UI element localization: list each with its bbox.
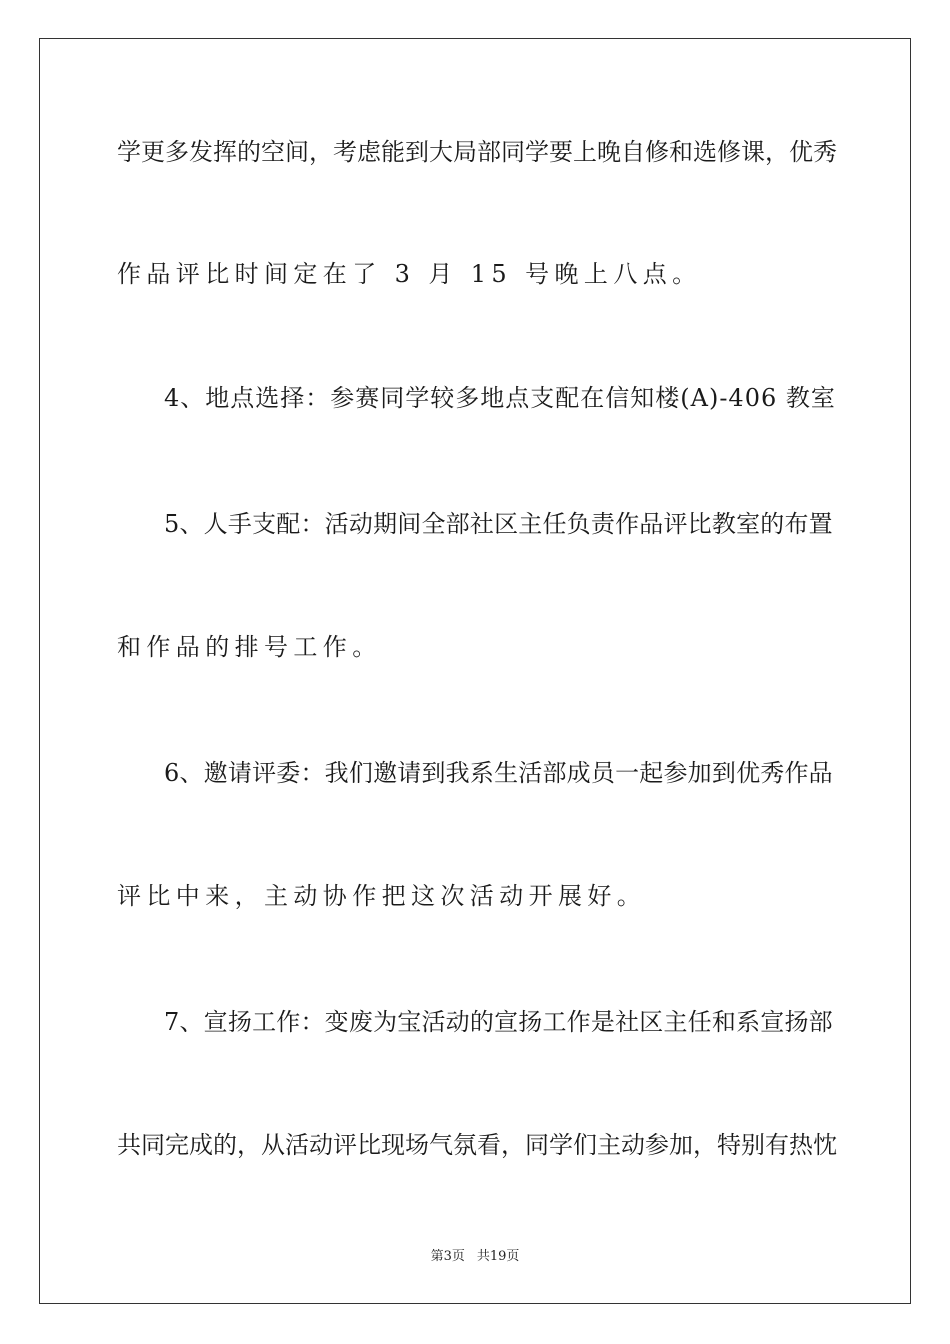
body-line-5: 和作品的排号工作。 xyxy=(117,633,382,661)
current-page-number: 第3页 xyxy=(430,1249,465,1264)
body-line-9: 共同完成的，从活动评比现场气氛看，同学们主动参加，特别有热忱 xyxy=(117,1131,837,1159)
page-border xyxy=(39,38,911,1304)
body-line-3: 4、地点选择：参赛同学较多地点支配在信知楼(A)-406 教室 xyxy=(164,384,836,412)
page-footer xyxy=(0,1248,950,1266)
body-line-7: 评比中来，主动协作把这次活动开展好。 xyxy=(117,882,647,910)
body-line-2: 作品评比时间定在了 3 月 15 号晚上八点。 xyxy=(117,260,702,288)
body-line-1: 学更多发挥的空间，考虑能到大局部同学要上晚自修和选修课，优秀 xyxy=(117,138,837,166)
body-line-4: 5、人手支配：活动期间全部社区主任负责作品评比教室的布置 xyxy=(164,510,833,538)
body-line-8: 7、宣扬工作：变废为宝活动的宣扬工作是社区主任和系宣扬部 xyxy=(164,1008,833,1036)
body-line-6: 6、邀请评委：我们邀请到我系生活部成员一起参加到优秀作品 xyxy=(164,759,833,787)
total-page-count: 共19页 xyxy=(476,1249,520,1264)
